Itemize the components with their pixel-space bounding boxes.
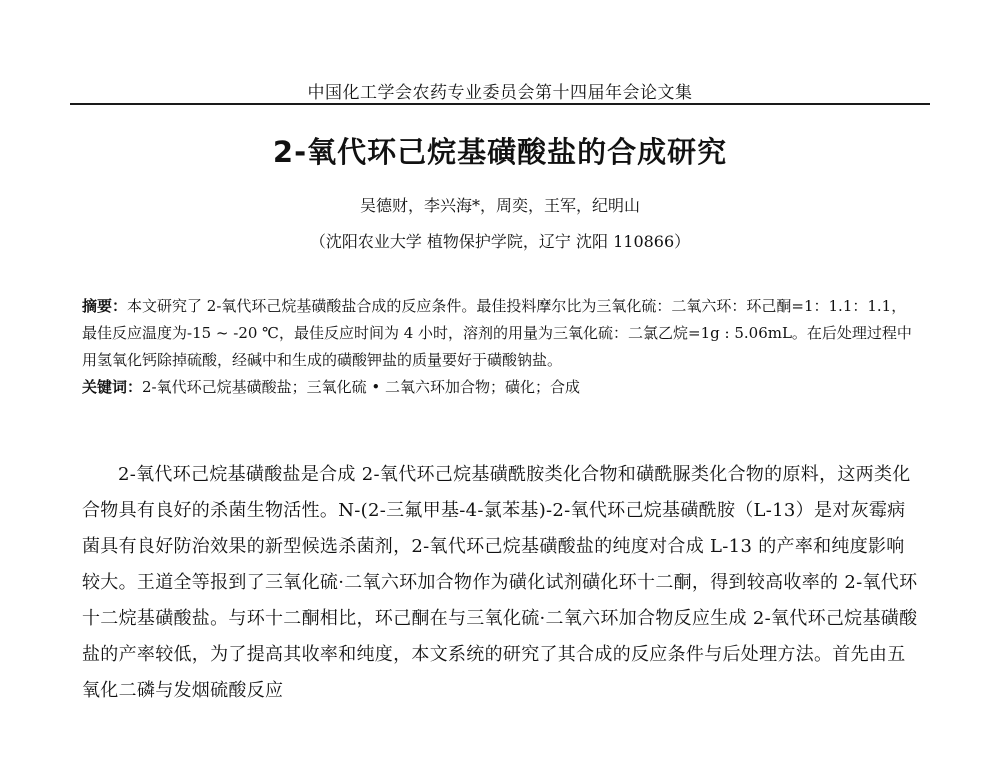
keywords-line [82,374,918,401]
abstract-text: 本文研究了 2-氧代环己烷基磺酸盐合成的反应条件。最佳投料摩尔比为三氧化硫：二氧六环：环己酮=1：1.1：1.1，最佳反应温度为-15 ~ -20 ℃，最佳反应时间为 4 小时，溶剂的用量为三氧化硫：二氯乙烷=1g : 5.06mL。在后处理过程中用氢氧化钙除掉硫酸，经碱中和生成的磺酸钾盐的质量要好于磺酸钠盐。 [82,297,912,369]
keywords-text: 2-氧代环己烷基磺酸盐；三氧化硫 • 二氧六环加合物；磺化；合成 [142,378,581,396]
header-rule [70,103,930,105]
abstract-label: 摘要： [82,297,128,315]
body-paragraph: 2-氧代环己烷基磺酸盐是合成 2-氧代环己烷基磺酰胺类化合物和磺酰脲类化合物的原料，这两类化合物具有良好的杀菌生物活性。N-(2-三氟甲基-4-氯苯基)-2-氧代环己烷基磺酰胺（L-13）是对灰霉病菌具有良好防治效果的新型候选杀菌剂，2-氧代环己烷基磺酸盐的纯度对合成 L-13 的产率和纯度影响较大。王道全等报到了三氧化硫·二氧六环加合物作为磺化试剂磺化环十二酮，得到较高收率的 2-氧代环十二烷基磺酸盐。与环十二酮相比，环己酮在与三氧化硫·二氧六环加合物反应生成 2-氧代环己烷基磺酸盐的产率较低，为了提高其收率和纯度，本文系统的研究了其合成的反应条件与后处理方法。首先由五氧化二磷与发烟硫酸反应 [82,464,918,701]
abstract-section [82,293,918,401]
author-affiliation: （沈阳农业大学 植物保护学院，辽宁 沈阳 110866） [309,232,691,251]
author-list: 吴德财，李兴海*，周奕，王军，纪明山 [359,196,640,215]
running-header: 中国化工学会农药专业委员会第十四届年会论文集 [307,83,693,103]
paper-title: 2-氧代环己烷基磺酸盐的合成研究 [272,135,728,169]
keywords-label: 关键词： [82,378,143,396]
